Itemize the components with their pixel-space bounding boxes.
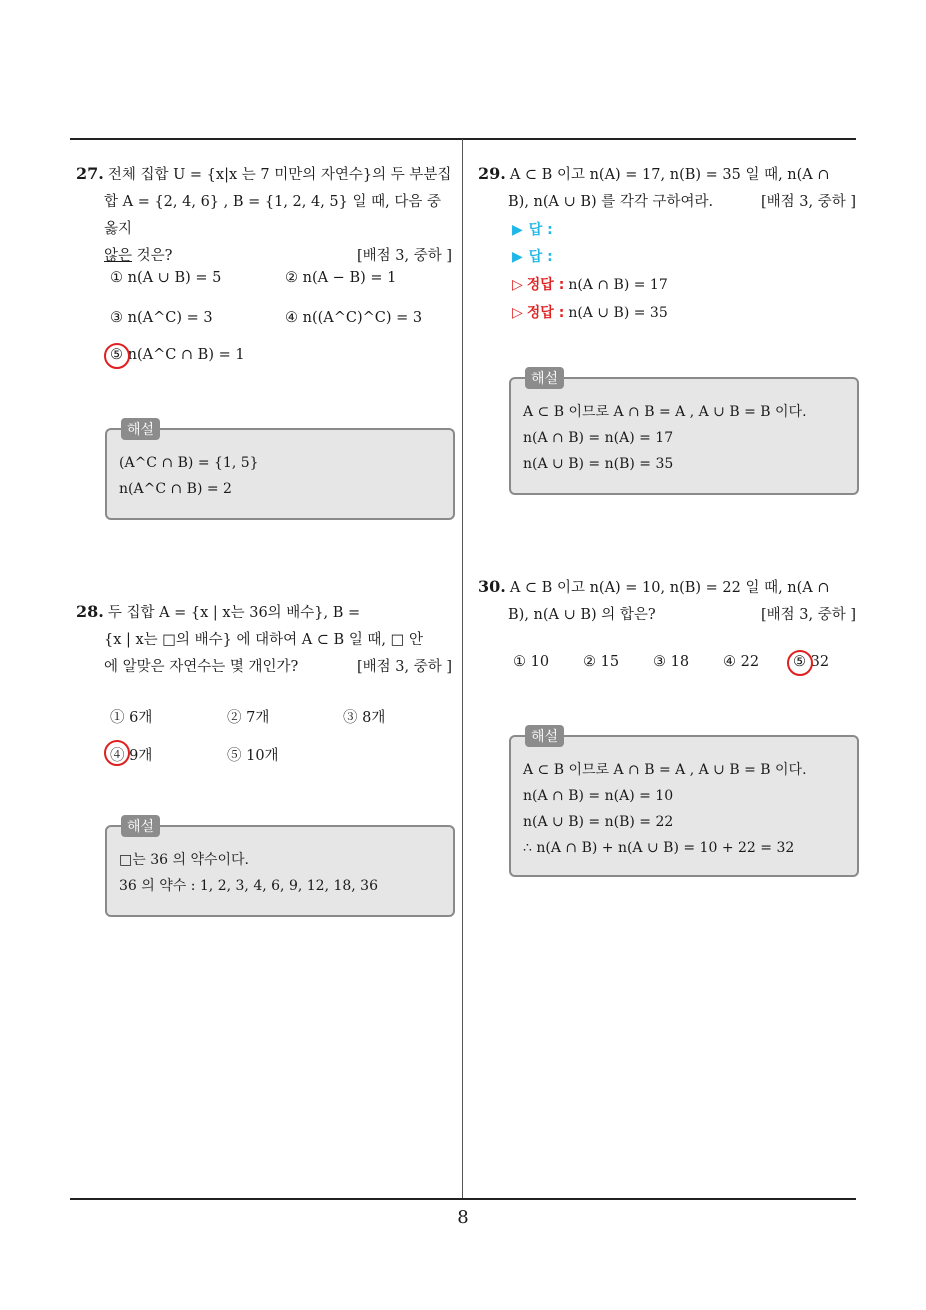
question-27 [76, 160, 452, 270]
choice-4[interactable]: ④ 9개 [110, 748, 153, 764]
question-text-line: B), n(A ∪ B) 를 각각 구하여라. [508, 194, 714, 210]
answer-label: 답 : [528, 222, 553, 238]
page-number: 8 [457, 1207, 469, 1228]
solution-line: 36 의 약수 : 1, 2, 3, 4, 6, 9, 12, 18, 36 [119, 878, 378, 894]
solution-box [509, 371, 859, 495]
solution-line: n(A^C ∩ B) = 2 [119, 481, 232, 497]
solution-tag: 해설 [121, 418, 160, 440]
play-triangle-icon: ▶ [512, 249, 523, 265]
outline-triangle-icon: ▷ [512, 277, 523, 293]
solution-box [105, 819, 455, 917]
choice-1[interactable]: ① 6개 [110, 710, 153, 726]
choice-3[interactable]: ③ 18 [653, 654, 690, 670]
bottom-rule [70, 1198, 856, 1200]
question-text-line: A ⊂ B 이고 n(A) = 17, n(B) = 35 일 때, n(A ∩ [509, 167, 830, 183]
choice-2[interactable]: ② n(A − B) = 1 [285, 270, 397, 286]
solution-line: (A^C ∩ B) = {1, 5} [119, 455, 259, 471]
answer-circle-mark [104, 740, 130, 766]
underlined-word: 않은 [104, 248, 133, 264]
question-30 [478, 573, 856, 629]
score-meta: [배점 3, 중하 ] [760, 607, 856, 623]
question-number: 27. [76, 164, 104, 183]
correct-label: 정답 : [526, 305, 565, 321]
question-text-line: 전체 집합 U = {x|x 는 7 미만의 자연수}의 두 부분집 [107, 167, 452, 183]
correct-answer-1 [512, 274, 668, 294]
choice-5[interactable]: ⑤ 10개 [227, 748, 279, 764]
play-triangle-icon: ▶ [512, 222, 523, 238]
solution-tag: 해설 [525, 367, 564, 389]
choice-1[interactable]: ① 10 [513, 654, 550, 670]
choice-1[interactable]: ① n(A ∪ B) = 5 [110, 270, 222, 286]
choice-2[interactable]: ② 15 [583, 654, 620, 670]
outline-triangle-icon: ▷ [512, 305, 523, 321]
answer-label: 답 : [528, 249, 553, 265]
solution-box [509, 729, 859, 877]
answer-input-1[interactable] [512, 219, 553, 239]
question-text-line: 것은? [132, 248, 173, 264]
solution-box [105, 422, 455, 520]
choice-3[interactable]: ③ n(A^C) = 3 [110, 310, 213, 326]
score-meta: [배점 3, 중하 ] [356, 659, 452, 675]
solution-line: A ⊂ B 이므로 A ∩ B = A , A ∪ B = B 이다. [523, 762, 807, 778]
answer-input-2[interactable] [512, 246, 553, 266]
solution-line: n(A ∩ B) = n(A) = 10 [523, 788, 674, 804]
question-text-line: A ⊂ B 이고 n(A) = 10, n(B) = 22 일 때, n(A ∩ [509, 580, 830, 596]
question-text-line: {x | x는 □의 배수} 에 대하여 A ⊂ B 일 때, □ 안 [104, 632, 423, 648]
solution-tag: 해설 [525, 725, 564, 747]
choice-4[interactable]: ④ n((A^C)^C) = 3 [285, 310, 423, 326]
question-number: 28. [76, 602, 104, 621]
correct-value: n(A ∪ B) = 35 [568, 305, 668, 321]
solution-line: ∴ n(A ∩ B) + n(A ∪ B) = 10 + 22 = 32 [523, 840, 795, 856]
score-meta: [배점 3, 중하 ] [760, 194, 856, 210]
question-text-line: 에 알맞은 자연수는 몇 개인가? [104, 659, 299, 675]
correct-label: 정답 : [526, 277, 565, 293]
choice-3[interactable]: ③ 8개 [343, 710, 386, 726]
choice-2[interactable]: ② 7개 [227, 710, 270, 726]
solution-line: n(A ∩ B) = n(A) = 17 [523, 430, 674, 446]
question-number: 29. [478, 164, 506, 183]
solution-line: n(A ∪ B) = n(B) = 35 [523, 456, 674, 472]
choice-4[interactable]: ④ 22 [723, 654, 760, 670]
solution-line: n(A ∪ B) = n(B) = 22 [523, 814, 674, 830]
question-29 [478, 160, 856, 216]
answer-circle-mark [104, 343, 130, 369]
top-rule [70, 138, 856, 140]
correct-answer-2 [512, 302, 668, 322]
question-text-line: 두 집합 A = {x | x는 36의 배수}, B = [107, 605, 361, 621]
solution-line: A ⊂ B 이므로 A ∩ B = A , A ∪ B = B 이다. [523, 404, 807, 420]
question-text-line: B), n(A ∪ B) 의 합은? [508, 607, 656, 623]
column-divider [462, 139, 463, 1199]
question-28 [76, 598, 452, 681]
question-number: 30. [478, 577, 506, 596]
choice-5[interactable]: ⑤ n(A^C ∩ B) = 1 [110, 347, 245, 363]
choice-5[interactable]: ⑤ 32 [793, 654, 830, 670]
solution-tag: 해설 [121, 815, 160, 837]
answer-circle-mark [787, 650, 813, 676]
question-text-line: 합 A = {2, 4, 6} , B = {1, 2, 4, 5} 일 때, 다음 중 옳지 [104, 194, 441, 237]
solution-line: □는 36 의 약수이다. [119, 852, 249, 868]
correct-value: n(A ∩ B) = 17 [568, 277, 668, 293]
score-meta: [배점 3, 중하 ] [356, 248, 452, 264]
